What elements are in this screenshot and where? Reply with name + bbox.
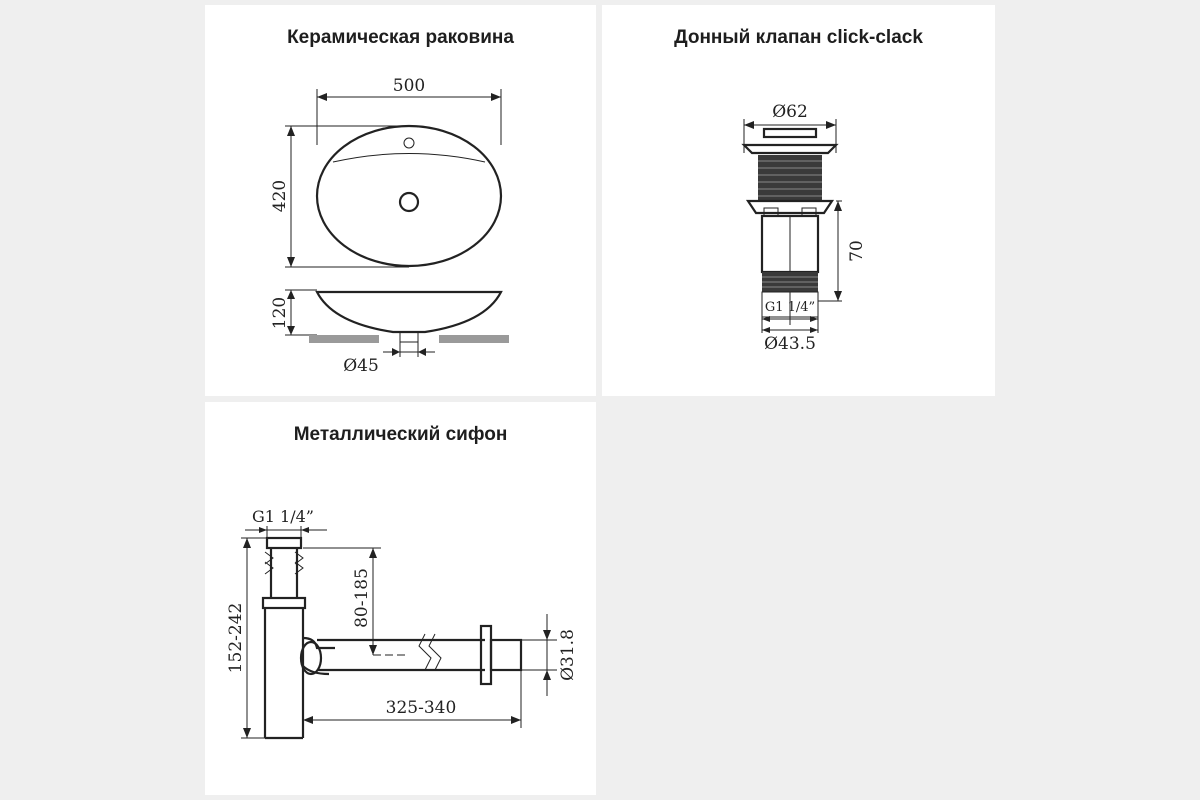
sink-side-view — [317, 292, 501, 332]
siphon-title: Металлический сифон — [293, 424, 508, 445]
valve-drawing — [602, 5, 995, 396]
sink-drain-label: Ø45 — [343, 356, 379, 376]
siphon-rosette — [481, 626, 491, 684]
siphon-drawing — [205, 402, 596, 795]
sink-width-label: 500 — [392, 76, 426, 96]
valve-height-label: 70 — [847, 240, 867, 262]
siphon-vertical-range-label: 80-185 — [352, 568, 372, 628]
valve-flange — [744, 145, 836, 153]
sink-depth-label: 420 — [270, 179, 290, 213]
sink-height-label: 120 — [270, 296, 290, 330]
drain-outlet — [400, 332, 418, 342]
valve-thread-lower — [762, 272, 818, 292]
siphon-outlet-end — [491, 640, 521, 670]
valve-nut — [748, 201, 832, 213]
siphon-inlet-cap — [267, 538, 301, 548]
siphon-thread-label: G1 1/4” — [252, 507, 314, 526]
valve-panel — [602, 5, 995, 396]
siphon-total-height-label: 152-242 — [226, 602, 246, 674]
sink-panel — [205, 5, 596, 396]
sink-title: Керамическая раковина — [287, 27, 514, 48]
countertop-left — [309, 335, 379, 343]
valve-thread-upper — [758, 155, 822, 201]
valve-title: Донный клапан click-clack — [674, 27, 923, 48]
sink-bowl-outline — [317, 126, 501, 266]
siphon-collar — [263, 598, 305, 608]
countertop-right — [439, 335, 509, 343]
siphon-panel — [205, 402, 596, 795]
sink-drawing — [205, 5, 596, 396]
overflow-hole — [404, 138, 414, 148]
siphon-length-label: 325-340 — [385, 698, 457, 718]
drain-hole — [400, 193, 418, 211]
valve-thread-label: G1 1/4” — [764, 300, 816, 315]
valve-bottom-diameter-label: Ø43.5 — [764, 334, 816, 354]
siphon-pipe-diameter-label: Ø31.8 — [558, 629, 578, 681]
valve-top-diameter-label: Ø62 — [772, 102, 808, 122]
valve-cap-top — [764, 129, 816, 137]
